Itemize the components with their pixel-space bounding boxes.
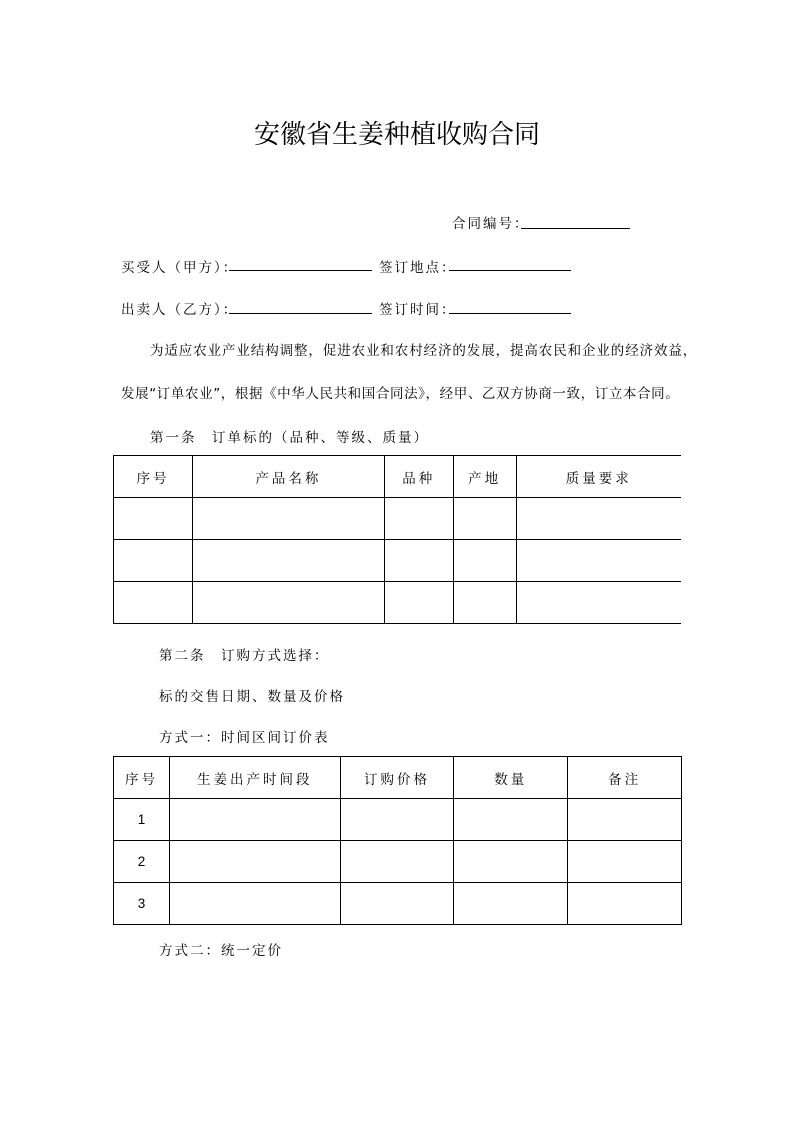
row-number: 2 bbox=[114, 841, 170, 883]
seller-label: 出卖人（乙方）： bbox=[121, 302, 239, 318]
table-cell[interactable] bbox=[516, 498, 681, 540]
table-cell[interactable] bbox=[192, 498, 384, 540]
contract-number-label: 合同编号： bbox=[452, 216, 530, 232]
table-cell[interactable] bbox=[169, 799, 340, 841]
table-cell[interactable] bbox=[568, 841, 682, 883]
method-1-heading: 方式一：时间区间订价表 bbox=[159, 730, 330, 746]
header-cell: 序号 bbox=[114, 456, 193, 498]
table-row bbox=[114, 540, 682, 582]
table-cell[interactable] bbox=[454, 799, 568, 841]
table-cell[interactable] bbox=[516, 582, 681, 624]
header-cell: 质量要求 bbox=[516, 456, 681, 498]
table-cell[interactable] bbox=[454, 841, 568, 883]
row-number: 1 bbox=[114, 799, 170, 841]
table-cell[interactable] bbox=[454, 883, 568, 925]
table-cell[interactable] bbox=[384, 540, 453, 582]
sign-place-blank[interactable] bbox=[449, 270, 571, 271]
table-cell[interactable] bbox=[453, 540, 516, 582]
row-number: 3 bbox=[114, 883, 170, 925]
header-cell: 产品名称 bbox=[192, 456, 384, 498]
header-cell: 数量 bbox=[454, 757, 568, 799]
header-cell: 序号 bbox=[114, 757, 170, 799]
table-cell[interactable] bbox=[340, 841, 454, 883]
table-cell[interactable] bbox=[384, 498, 453, 540]
table-cell[interactable] bbox=[340, 799, 454, 841]
table-cell[interactable] bbox=[192, 582, 384, 624]
table-row bbox=[114, 498, 682, 540]
sign-time-blank[interactable] bbox=[449, 313, 571, 314]
subject-line: 标的交售日期、数量及价格 bbox=[159, 689, 345, 705]
table-cell[interactable] bbox=[192, 540, 384, 582]
contract-number-blank[interactable] bbox=[521, 228, 630, 229]
table-cell[interactable] bbox=[169, 883, 340, 925]
table-cell[interactable] bbox=[516, 540, 681, 582]
header-cell: 品种 bbox=[384, 456, 453, 498]
table-cell[interactable] bbox=[453, 498, 516, 540]
buyer-blank[interactable] bbox=[229, 270, 372, 271]
table-cell[interactable] bbox=[114, 582, 193, 624]
table-cell[interactable] bbox=[453, 582, 516, 624]
table-cell[interactable] bbox=[384, 582, 453, 624]
method-2-heading: 方式二：统一定价 bbox=[159, 943, 283, 959]
paragraph-line-2: 发展“订单农业”，根据《中华人民共和国合同法》，经甲、乙双方协商一致，订立本合同。 bbox=[121, 386, 680, 402]
article-2-heading: 第二条 订购方式选择： bbox=[159, 648, 330, 664]
sign-place-label: 签订地点： bbox=[379, 260, 457, 276]
table-cell[interactable] bbox=[568, 799, 682, 841]
buyer-label: 买受人（甲方）： bbox=[121, 260, 239, 276]
table-cell[interactable] bbox=[114, 540, 193, 582]
table-cell[interactable] bbox=[114, 498, 193, 540]
table-row bbox=[114, 841, 682, 883]
header-cell: 订购价格 bbox=[340, 757, 454, 799]
sign-time-label: 签订时间： bbox=[379, 302, 457, 318]
header-cell: 产地 bbox=[453, 456, 516, 498]
paragraph-line-1: 为适应农业产业结构调整，促进农业和农村经济的发展，提高农民和企业的经济效益， bbox=[150, 343, 698, 359]
price-interval-table bbox=[113, 756, 682, 925]
header-cell: 生姜出产时间段 bbox=[169, 757, 340, 799]
table-header-row bbox=[114, 757, 682, 799]
table-cell[interactable] bbox=[169, 841, 340, 883]
order-subject-table bbox=[113, 455, 681, 624]
seller-blank[interactable] bbox=[229, 313, 372, 314]
table-row bbox=[114, 582, 682, 624]
table-row bbox=[114, 799, 682, 841]
table-cell[interactable] bbox=[340, 883, 454, 925]
table-cell[interactable] bbox=[568, 883, 682, 925]
header-cell: 备注 bbox=[568, 757, 682, 799]
article-1-heading: 第一条 订单标的（品种、等级、质量） bbox=[150, 430, 429, 446]
table-header-row bbox=[114, 456, 682, 498]
document-title: 安徽省生姜种植收购合同 bbox=[253, 120, 540, 150]
table-row bbox=[114, 883, 682, 925]
